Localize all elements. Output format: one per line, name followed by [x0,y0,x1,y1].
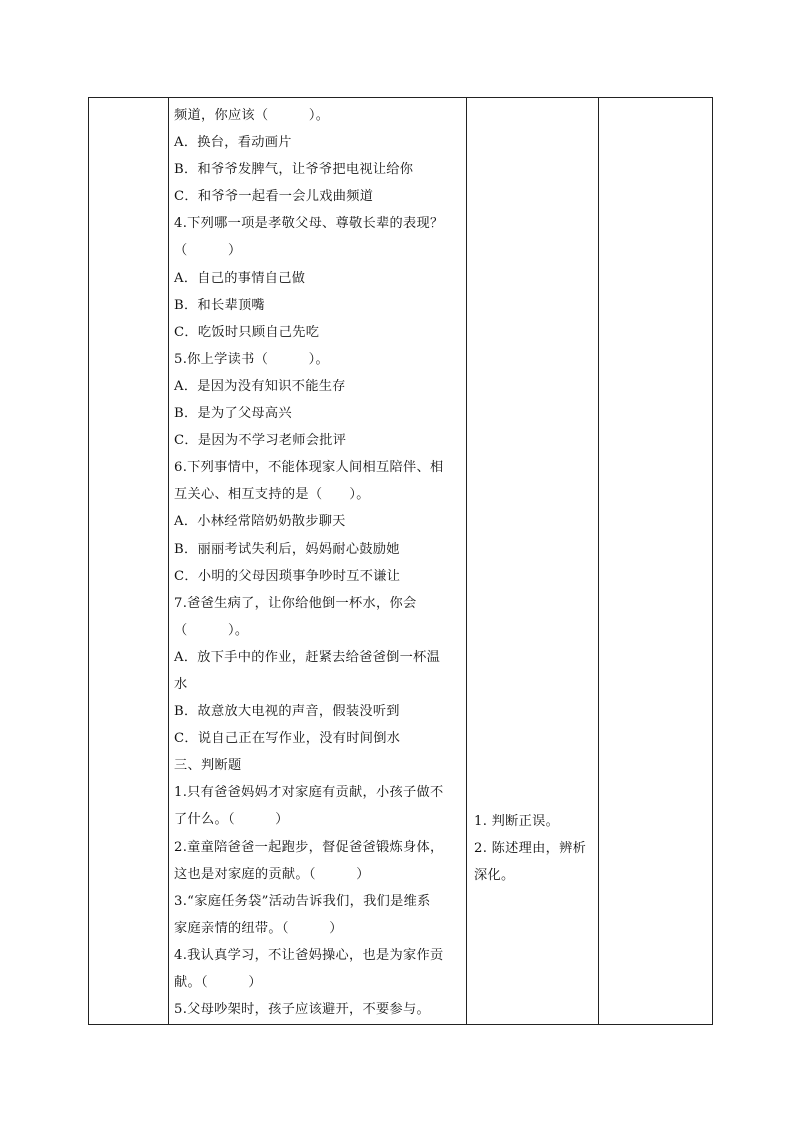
exercise-line: A．自己的事情自己做 [174,270,306,286]
exercise-line: B．和长辈顶嘴 [174,297,265,313]
exercise-line: B．丽丽考试失利后，妈妈耐心鼓励她 [174,541,400,557]
table-row [89,98,713,1025]
exercise-line: B．是为了父母高兴 [174,406,292,422]
note-line: 1. 判断正误。 [474,814,560,829]
exercise-line: A．放下手中的作业，赶紧去给爸爸倒一杯温 [174,649,441,665]
note-line: 深化。 [474,868,515,883]
exercise-line: C．吃饭时只顾自己先吃 [174,324,320,340]
empty-cell-right [599,98,713,1025]
exercise-line: 1.只有爸爸妈妈才对家庭有贡献，小孩子做不 [174,785,444,801]
exercise-line: 5.父母吵架时，孩子应该避开，不要参与。 [174,1002,430,1018]
exercise-line: 频道，你应该（ ）。 [174,108,330,123]
exercise-cell [169,98,467,1025]
exercise-line: B．故意放大电视的声音，假装没听到 [174,704,400,720]
exercise-line: C．说自己正在写作业，没有时间倒水 [174,731,401,747]
exercise-line: B．和爷爷发脾气，让爷爷把电视让给你 [174,162,414,178]
exercise-line: 互关心、相互支持的是（ ）。 [174,487,370,503]
exercise-line: A．是因为没有知识不能生存 [174,378,346,394]
exercise-line: 水 [174,676,188,692]
exercise-line: 了什么。（ ） [174,812,289,828]
lesson-table [88,97,713,1025]
exercise-line: 2.童童陪爸爸一起跑步，督促爸爸锻炼身体， [174,839,444,855]
exercise-line: 三、判断题 [174,758,242,774]
exercise-line: 家庭亲情的纽带。（ ） [174,920,343,936]
exercise-content [169,98,466,1023]
exercise-line: 4.我认真学习，不让爸妈操心，也是为家作贡 [174,947,444,963]
exercise-line: （ ） [174,243,242,259]
exercise-line: 4.下列哪一项是孝敬父母、尊敬长辈的表现？ [174,216,444,232]
exercise-line: C．和爷爷一起看一会儿戏曲频道 [174,189,374,205]
empty-cell-left [89,98,169,1025]
note-line: 2. 陈述理由，辨析 [474,841,587,856]
exercise-line: 这也是对家庭的贡献。（ ） [174,866,370,882]
exercise-line: 献。（ ） [174,975,262,990]
exercise-line: A．小林经常陪奶奶散步聊天 [174,514,346,530]
exercise-line: 5.你上学读书（ ）。 [174,351,329,367]
exercise-line: 7.爸爸生病了，让你给他倒一杯水，你会 [174,595,417,611]
notes-cell [467,98,599,1025]
exercise-line: （ ）。 [174,622,249,638]
exercise-line: 3.“家庭任务袋”活动告诉我们，我们是维系 [174,893,431,909]
exercise-line: C．是因为不学习老师会批评 [174,433,347,449]
exercise-line: 6.下列事情中，不能体现家人间相互陪伴、相 [174,460,444,476]
exercise-line: A．换台，看动画片 [174,135,292,151]
exercise-line: C．小明的父母因琐事争吵时互不谦让 [174,568,401,584]
